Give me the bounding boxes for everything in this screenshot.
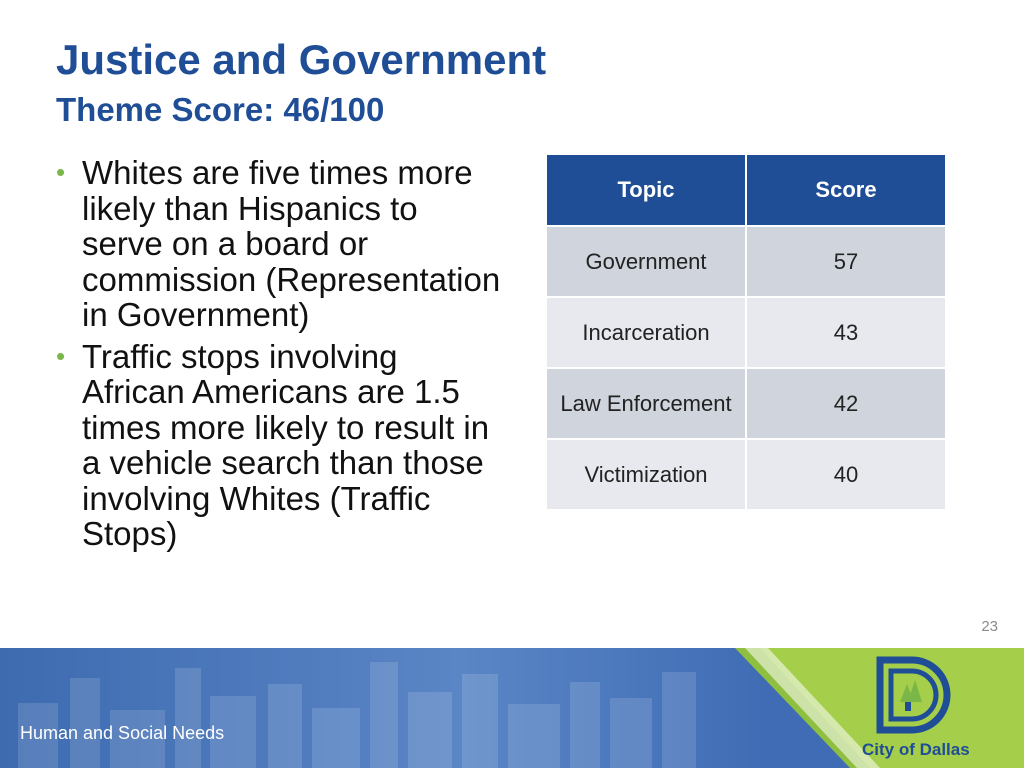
slide-title: Justice and Government: [56, 36, 547, 83]
table-row: [546, 439, 946, 510]
topic-cell: Victimization: [546, 439, 746, 510]
topic-cell: Law Enforcement: [546, 368, 746, 439]
topic-cell: Incarceration: [546, 297, 746, 368]
column-header-score: Score: [746, 154, 946, 226]
table-header-row: [546, 154, 946, 226]
bullet-text: Traffic stops involving African Americans are 1.5 times more likely to result in a vehicle search than those involving Whites (Traffic Stops): [82, 337, 490, 552]
bullet-dot-icon: •: [56, 157, 66, 187]
theme-score: Theme Score: 46/100: [56, 91, 385, 128]
table-row: [546, 297, 946, 368]
city-of-dallas-logo-icon: [874, 654, 964, 736]
topic-score-table: [545, 153, 947, 511]
bullet-text: Whites are five times more likely than Hispanics to serve on a board or commission (Representation in Government): [82, 154, 501, 333]
bullet-list: [56, 155, 506, 558]
table-row: [546, 226, 946, 297]
logo-text: City of Dallas: [862, 740, 970, 759]
slide-number: 23: [981, 618, 998, 635]
score-cell: 42: [746, 368, 946, 439]
table-row: [546, 368, 946, 439]
topic-cell: Government: [546, 226, 746, 297]
bullet-dot-icon: •: [56, 340, 66, 371]
score-cell: 57: [746, 226, 946, 297]
score-cell: 40: [746, 439, 946, 510]
bullet-item-traffic-stops: [56, 339, 506, 552]
bullet-item-representation: [56, 155, 506, 333]
score-cell: 43: [746, 297, 946, 368]
column-header-topic: Topic: [546, 154, 746, 226]
department-label: Human and Social Needs: [20, 723, 225, 743]
